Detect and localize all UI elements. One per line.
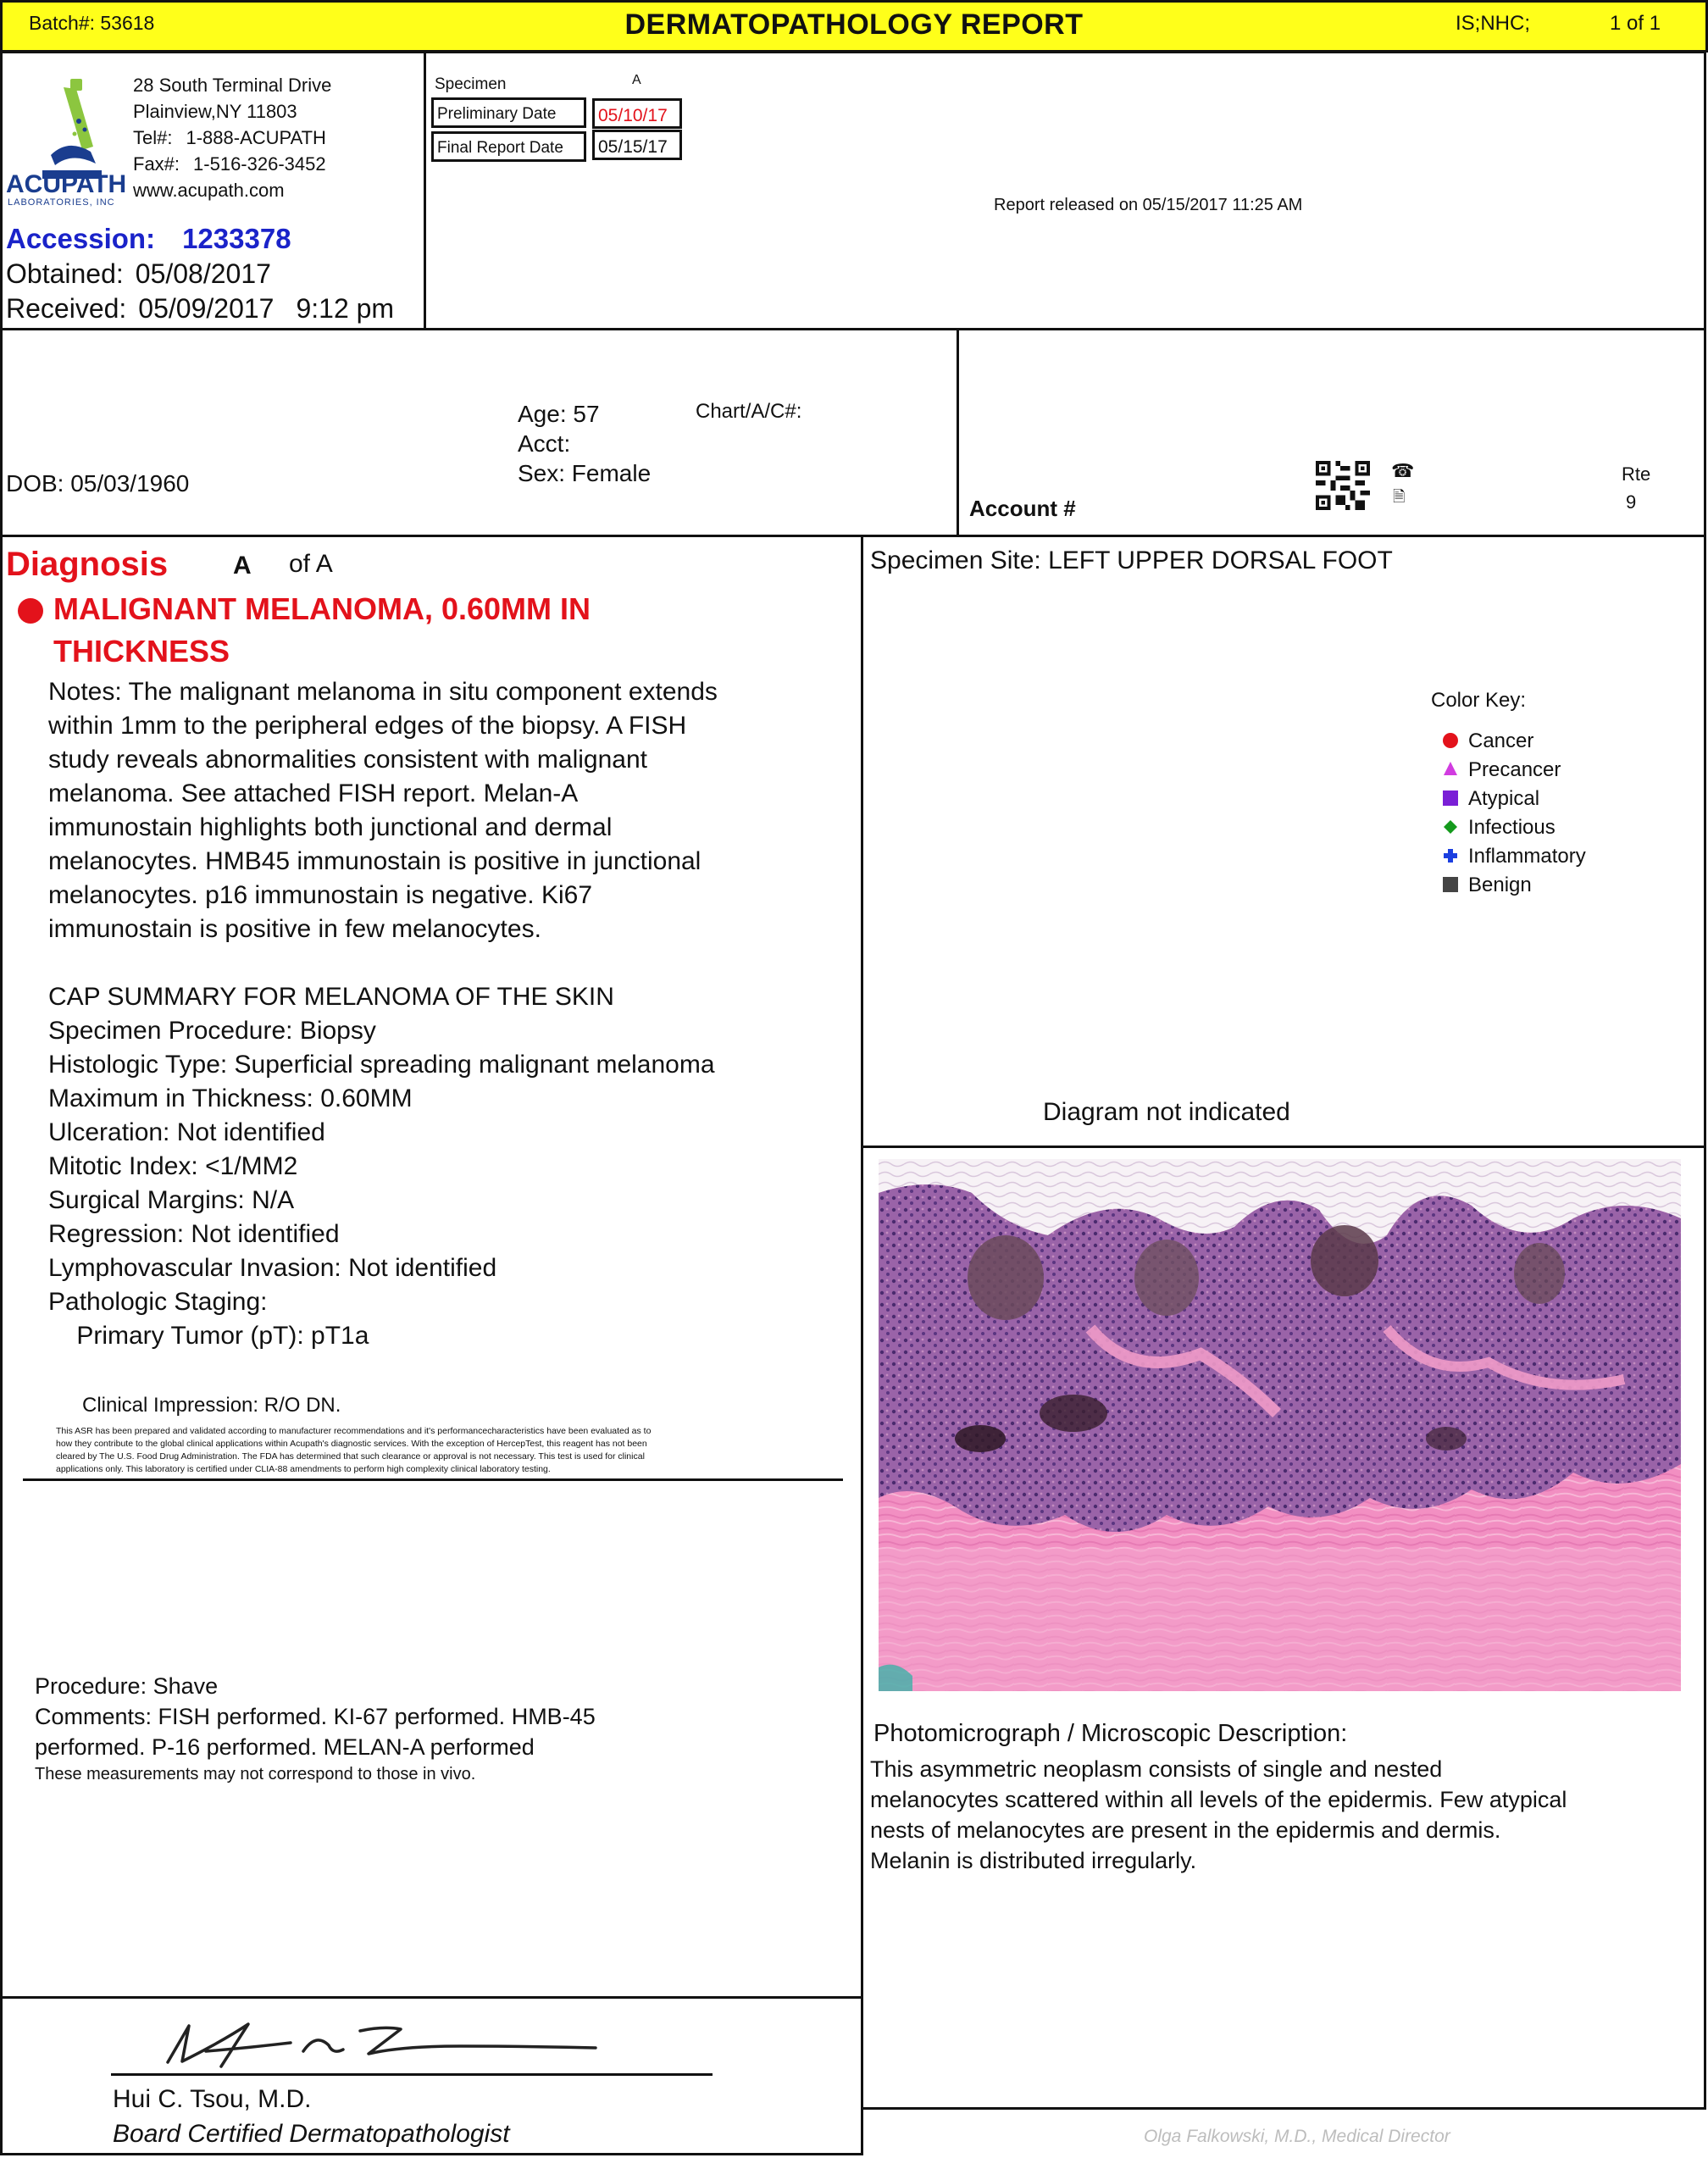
account-box (957, 328, 1706, 537)
notes-line: study reveals abnormalities consistent with malignant (48, 746, 648, 774)
photomicrograph-image (879, 1159, 1681, 1691)
micro-description (870, 1754, 1567, 1876)
procedure-type: Procedure: Shave (35, 1673, 219, 1699)
color-key-precancer (1443, 758, 1561, 782)
diagnosis-title: Diagnosis (6, 546, 169, 583)
lab-address (133, 72, 331, 203)
cap-summary (48, 980, 715, 1353)
color-key-cancer (1443, 729, 1533, 753)
lab-website: www.acupath.com (133, 180, 285, 201)
final-report-date-label: Final Report Date (431, 131, 586, 162)
cap-line: Regression: Not identified (48, 1220, 340, 1248)
obtained-row (6, 258, 271, 290)
obtained-date: 05/08/2017 (135, 258, 271, 289)
address-line-1: 28 South Terminal Drive (133, 75, 332, 96)
diagnosis-part: A (233, 552, 252, 580)
comments-line-2: performed. P-16 performed. MELAN-A performed (35, 1734, 535, 1760)
cap-line: Surgical Margins: N/A (48, 1186, 295, 1214)
lab-info-box (0, 51, 426, 330)
disclaimer-line: cleared by The U.S. Food Drug Administration. The FDA has determined that such clearance or approval is not necessary. This test is used for clinical (56, 1451, 645, 1462)
received-date: 05/09/2017 (138, 293, 274, 324)
cap-line: Maximum in Thickness: 0.60MM (48, 1084, 413, 1112)
purple-square-icon (1443, 790, 1458, 806)
patient-sex: Sex: Female (518, 460, 652, 486)
page-indicator: 1 of 1 (1610, 12, 1661, 35)
cap-line: CAP SUMMARY FOR MELANOMA OF THE SKIN (48, 983, 614, 1011)
cap-line: Primary Tumor (pT): pT1a (48, 1322, 369, 1350)
micro-line: Melanin is distributed irregularly. (870, 1848, 1197, 1873)
signature-line (111, 2073, 713, 2076)
rte-label: Rte (1622, 463, 1651, 485)
color-key-label: Atypical (1468, 787, 1540, 810)
patient-acct: Acct: (518, 430, 571, 457)
blue-cross-icon (1443, 848, 1458, 863)
comments-line-1: Comments: FISH performed. KI-67 performed. HMB-45 (35, 1704, 596, 1729)
account-label: Account # (969, 496, 1076, 521)
diagnosis-line-2: THICKNESS (53, 634, 230, 668)
diagram-note: Diagram not indicated (1043, 1098, 1290, 1126)
received-label: Received: (6, 293, 127, 324)
cap-line: Pathologic Staging: (48, 1288, 268, 1316)
dob: DOB: 05/03/1960 (6, 470, 190, 496)
patient-age: Age: 57 (518, 401, 600, 427)
specimen-site: Specimen Site: LEFT UPPER DORSAL FOOT (870, 546, 1393, 574)
disclaimer-line: how they contribute to the global clinical applications within Acupath's diagnostic services. With the exception of HercepTest, this reagent has not been (56, 1439, 647, 1449)
signature-box (0, 1996, 863, 2155)
color-key-label: Infectious (1468, 816, 1556, 839)
preliminary-date-value: 05/10/17 (592, 98, 682, 129)
obtained-label: Obtained: (6, 258, 124, 289)
micro-line: This asymmetric neoplasm consists of single and nested (870, 1756, 1443, 1782)
micro-line: nests of melanocytes are present in the epidermis and dermis. (870, 1817, 1501, 1843)
notes-line: Notes: The malignant melanoma in situ component extends (48, 678, 718, 706)
accession-row (6, 223, 291, 255)
qr-code-icon (1315, 461, 1371, 510)
cap-line: Histologic Type: Superficial spreading malignant melanoma (48, 1051, 715, 1079)
acupath-logo (4, 70, 130, 244)
received-row (6, 293, 394, 325)
header-codes: IS;NHC; (1456, 12, 1531, 35)
handwritten-signature (121, 2007, 697, 2078)
gray-square-icon (1443, 877, 1458, 892)
cap-line: Ulceration: Not identified (48, 1118, 325, 1146)
logo-name: ACUPATH (6, 170, 127, 198)
color-key-label: Inflammatory (1468, 845, 1586, 868)
pathologist-name: Hui C. Tsou, M.D. (113, 2085, 312, 2113)
micro-title: Photomicrograph / Microscopic Description: (873, 1720, 1348, 1747)
disclaimer-line: This ASR has been prepared and validated according to manufacturer recommendations and it's performancecharacteristics have been evaluated as to (56, 1426, 652, 1436)
color-key-benign (1443, 874, 1532, 897)
report-title: DERMATOPATHOLOGY REPORT (624, 8, 1084, 41)
micro-box (861, 1146, 1706, 2110)
green-diamond-icon (1443, 819, 1458, 835)
notes-line: melanocytes. HMB45 immunostain is positive in junctional (48, 847, 702, 875)
medical-director: Olga Falkowski, M.D., Medical Director (1144, 2127, 1450, 2146)
clinical-impression: Clinical Impression: R/O DN. (82, 1394, 341, 1417)
measurement-note: These measurements may not correspond to those in vivo. (35, 1765, 476, 1783)
color-key-label: Benign (1468, 874, 1532, 896)
micro-line: melanocytes scattered within all levels of the epidermis. Few atypical (870, 1787, 1567, 1812)
notes-line: immunostain is positive in few melanocytes. (48, 915, 541, 943)
specimen-site-box (861, 535, 1706, 1148)
received-time: 9:12 pm (296, 293, 395, 324)
disclaimer-line: applications only. This laboratory is certified under CLIA-88 amendments to perform high complexity clinical laboratory testing. (56, 1464, 551, 1474)
color-key-atypical (1443, 787, 1539, 811)
fax-label: Fax#: (133, 153, 180, 175)
notes-line: melanocytes. p16 immunostain is negative. Ki67 (48, 881, 593, 909)
color-key-label: Cancer (1468, 729, 1534, 752)
final-report-date-value: 05/15/17 (592, 130, 682, 160)
color-key-title: Color Key: (1431, 689, 1527, 712)
specimen-label: Specimen (435, 75, 507, 93)
phone-icon: ☎ (1391, 460, 1415, 481)
diagnosis-notes (48, 675, 718, 946)
magenta-triangle-icon (1443, 761, 1458, 776)
color-key-infectious (1443, 816, 1556, 840)
specimen-value: A (632, 73, 641, 87)
patient-info-box (0, 328, 959, 537)
document-icon: 🗎 (1393, 488, 1406, 505)
preliminary-date-label: Preliminary Date (431, 97, 586, 128)
diagnosis-text (53, 588, 591, 673)
red-circle-icon (1443, 733, 1458, 748)
fax-row (133, 151, 331, 177)
rte-value: 9 (1626, 491, 1637, 513)
tel-number: 1-888-ACUPATH (186, 127, 326, 148)
asr-disclaimer (56, 1425, 785, 1476)
procedure-section (35, 1671, 596, 1762)
cap-line: Specimen Procedure: Biopsy (48, 1017, 376, 1045)
notes-line: within 1mm to the peripheral edges of the biopsy. A FISH (48, 712, 687, 740)
tel-label: Tel#: (133, 127, 173, 148)
report-header (0, 0, 1708, 53)
cap-line: Lymphovascular Invasion: Not identified (48, 1254, 497, 1282)
report-released-text: Report released on 05/15/2017 11:25 AM (994, 196, 1303, 214)
pathologist-title: Board Certified Dermatopathologist (113, 2120, 510, 2148)
specimen-dates-box (424, 51, 1706, 330)
diagnosis-part-of: of A (289, 550, 333, 578)
color-key-inflammatory (1443, 845, 1586, 868)
diagnosis-divider (23, 1478, 843, 1481)
tel-row (133, 125, 331, 151)
diagnosis-line-1: MALIGNANT MELANOMA, 0.60MM IN (53, 591, 591, 626)
accession-label: Accession: (6, 223, 156, 254)
color-key-label: Precancer (1468, 758, 1561, 781)
batch-number: Batch#: 53618 (29, 12, 155, 34)
notes-line: immunostain highlights both junctional and dermal (48, 813, 613, 841)
diagnosis-box (0, 535, 863, 1999)
cap-line: Mitotic Index: <1/MM2 (48, 1152, 298, 1180)
fax-number: 1-516-326-3452 (193, 153, 326, 175)
cancer-bullet-icon (18, 598, 43, 624)
notes-line: melanoma. See attached FISH report. Melan-A (48, 779, 579, 807)
accession-number: 1233378 (182, 223, 291, 254)
address-line-2: Plainview,NY 11803 (133, 101, 297, 122)
logo-subtitle: LABORATORIES, INC (8, 197, 115, 208)
chart-number-label: Chart/A/C#: (696, 400, 802, 423)
